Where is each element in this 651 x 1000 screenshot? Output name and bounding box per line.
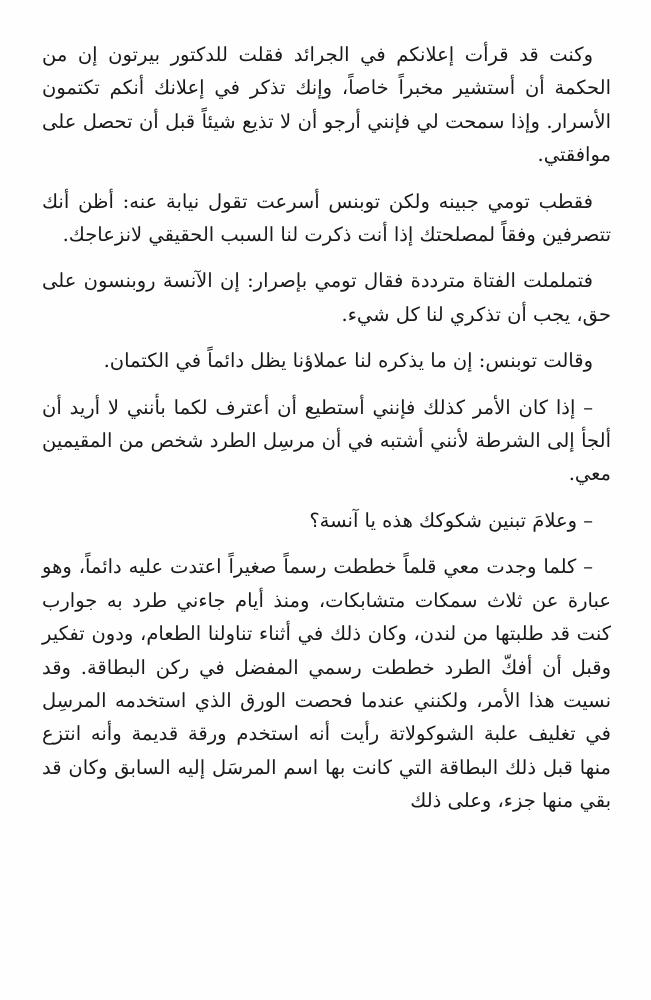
paragraph: – إذا كان الأمر كذلك فإنني أستطيع أن أعترف لكما بأنني لا أريد أن ألجأ إلى الشرطة لأنني أشتبه في أن مرسِل الطرد شخص من المقيمين معي. — [42, 395, 611, 486]
paragraph: – كلما وجدت معي قلماً خططت رسماً صغيراً اعتدت عليه دائماً، وهو عبارة عن ثلاث سمكات متشابكات، ومنذ أيام جاءني طرد به جوارب كنت قد طلبتها من لندن، وكان ذلك في أثناء تناولنا الطعام، ودون تفكير وقبل أن أفكّ الطرد خططت رسمي المفضل في ركن البطاقة. وقد نسيت هذا الأمر، ولكنني عندما فحصت الورق الذي استخدمه المرسِل في تغليف علبة الشوكولاتة رأيت أنه استخدم ورقة قديمة وأنه انتزع منها قبل ذلك البطاقة التي كانت بها اسم المرسَل إليه السابق وكان قد بقي منها جزء، وعلى ذلك — [42, 555, 611, 813]
paragraph: – وعلامَ تبنين شكوكك هذه يا آنسة؟ — [309, 508, 593, 532]
page-text — [42, 38, 611, 818]
paragraph: فتململت الفتاة مترددة فقال تومي بإصرار: إن الآنسة روبنسون على حق، يجب أن تذكري لنا كل شيء. — [42, 269, 611, 326]
paragraph: فقطب تومي جبينه ولكن توبنس أسرعت تقول نيابة عنه: أظن أنك تتصرفين وفقاً لمصلحتك إذا أنت ذكرت لنا السبب الحقيقي لانزعاجك. — [42, 189, 611, 247]
paragraph: وقالت توبنس: إن ما يذكره لنا عملاؤنا يظل دائماً في الكتمان. — [103, 349, 593, 373]
paragraph: وكنت قد قرأت إعلانكم في الجرائد فقلت للدكتور بيرتون إن من الحكمة أن أستشير مخبراً خاصاً، وإنك تذكر في إعلانك أنكم تكتمون الأسرار. وإذا سمحت لي فإنني أرجو أن لا تذيع شيئاً قبل أن تحصل على موافقتي. — [42, 43, 611, 167]
